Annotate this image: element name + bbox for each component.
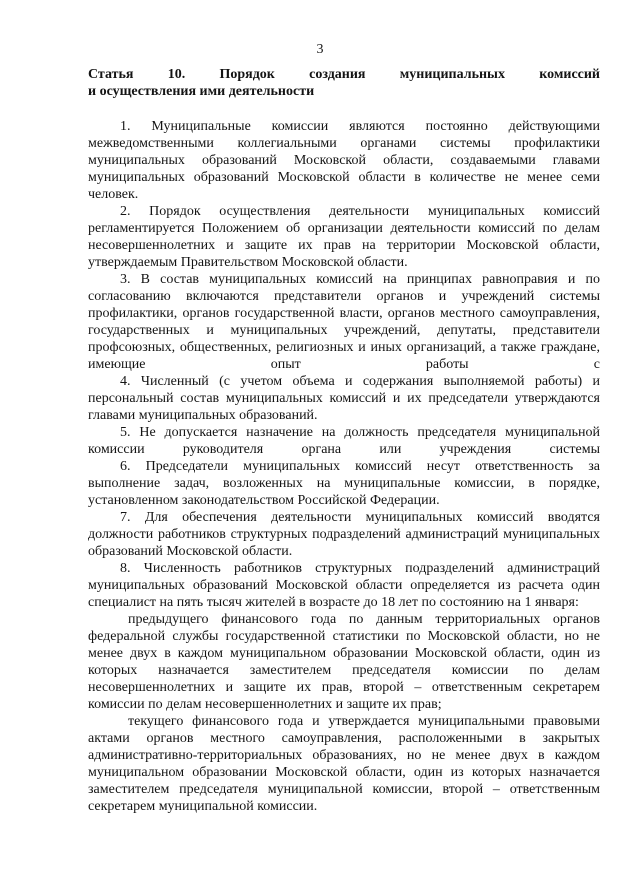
paragraph-1: 1. Муниципальные комиссии являются постоянно действующими межведомственными коллегиальными органами системы профилактики муниципальных образований Московской области, создаваемыми главами муниципальных образований Московской области в количестве не менее семи человек. xyxy=(88,119,600,202)
article-heading-line-1: Статья 10. Порядок создания муниципальных комиссий xyxy=(88,67,600,82)
paragraph-8-subitem-1: предыдущего финансового года по данным территориальных органов федеральной службы государственной статистики по Московской области, но не менее двух в каждом муниципальном образовании Московской области, один из которых назначается заместителем председателя комиссии по делам несовершеннолетних и защите их прав, второй – ответственным секретарем комиссии по делам несовершеннолетних и защите их прав; xyxy=(88,612,600,712)
paragraph-8-subitem-2: текущего финансового года и утверждается муниципальными правовыми актами органов местного самоуправления, расположенными в закрытых административно-территориальных образованиях, но не менее двух в каждом муниципальном образовании Московской области, один из которых назначается заместителем председателя муниципальной комиссии, второй – ответственным секретарем муниципальной комиссии. xyxy=(88,714,600,814)
article-heading xyxy=(88,66,600,100)
paragraph-5: 5. Не допускается назначение на должность председателя муниципальной комиссии руководителя органа или учреждения системы xyxy=(88,425,600,457)
article-body xyxy=(88,118,600,815)
paragraph-8: 8. Численность работников структурных подразделений администраций муниципальных образований Московской области определяется из расчета один специалист на пять тысяч жителей в возрасте до 18 лет по состоянию на 1 января: xyxy=(88,561,600,610)
paragraph-7: 7. Для обеспечения деятельности муниципальных комиссий вводятся должности работников структурных подразделений администраций муниципальных образований Московской области. xyxy=(88,510,600,559)
page-number: 3 xyxy=(316,42,324,57)
paragraph-3: 3. В состав муниципальных комиссий на принципах равноправия и по согласованию включаются представители органов и учреждений системы профилактики, органов государственной власти, органов местного самоуправления, государственных и муниципальных учреждений, депутаты, представители профсоюзных, общественных, религиозных и иных организаций, а также граждане, имеющие опыт работы с xyxy=(88,272,600,372)
article-heading-line-2: и осуществления ими деятельности xyxy=(88,84,315,99)
paragraph-6: 6. Председатели муниципальных комиссий несут ответственность за выполнение задач, возложенных на муниципальные комиссии, в порядке, установленном законодательством Российской Федерации. xyxy=(88,459,600,508)
paragraph-2: 2. Порядок осуществления деятельности муниципальных комиссий регламентируется Положением об организации деятельности комиссий по делам несовершеннолетних и защите их прав на территории Московской области, утверждаемым Правительством Московской области. xyxy=(88,204,600,270)
paragraph-4: 4. Численный (с учетом объема и содержания выполняемой работы) и персональный состав муниципальных комиссий и их председатели утверждаются главами муниципальных образований. xyxy=(88,374,600,423)
